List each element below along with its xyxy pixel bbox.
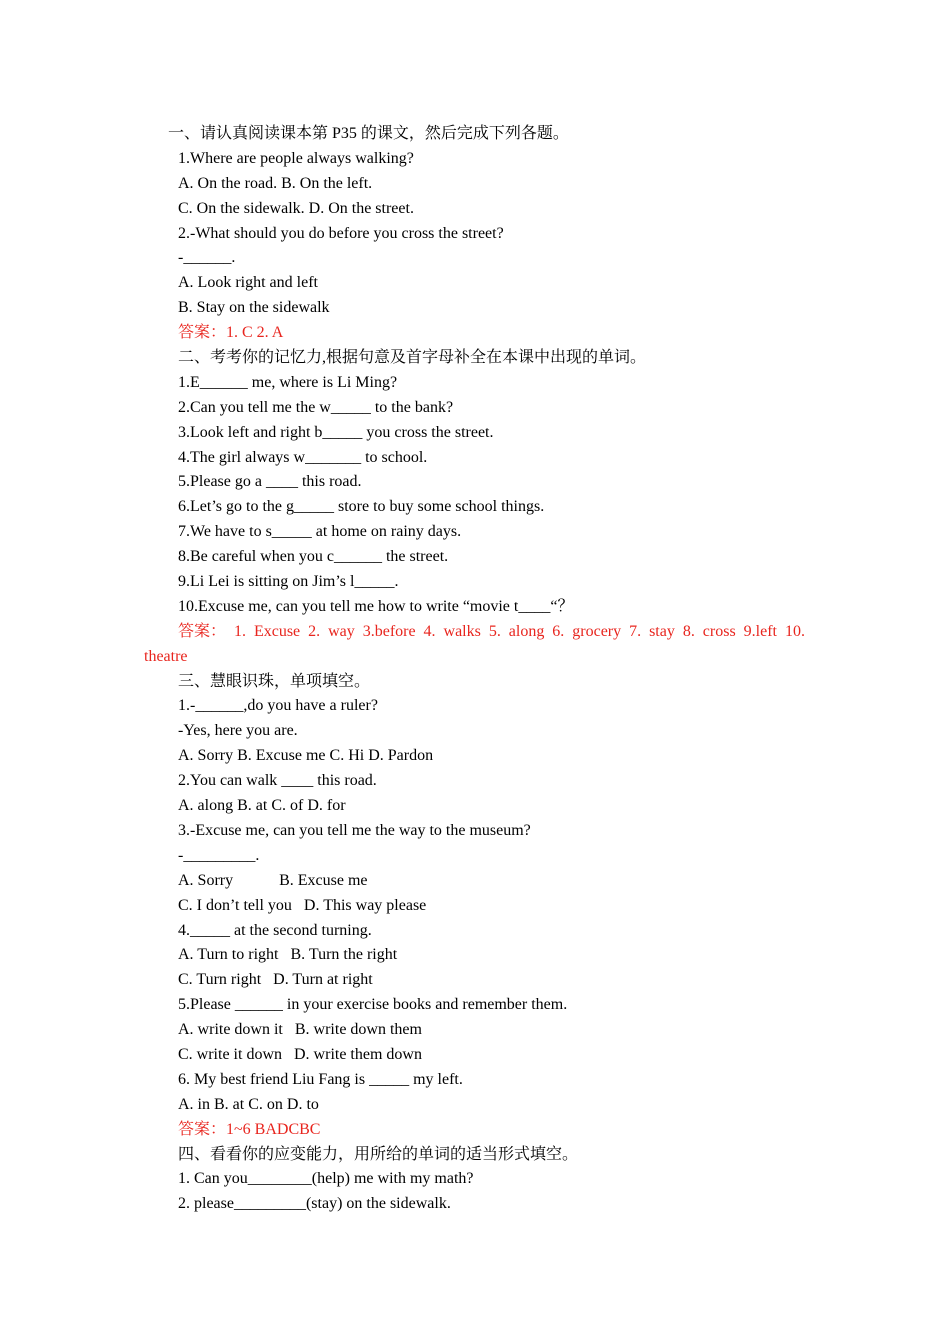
s2-answer-part: 2. <box>308 622 321 640</box>
option: B. write down them <box>294 1021 422 1039</box>
s2-answer-part: 6. <box>552 622 565 640</box>
section-1-heading: 一、请认真阅读课本第 P35 的课文，然后完成下列各题。 <box>168 125 569 142</box>
s2-line-7: 7.We have to s_____ at home on rainy days. <box>178 523 462 541</box>
option: B. Excuse me <box>279 871 368 889</box>
s2-answer-part: walks <box>443 622 481 640</box>
s3-line-8: 4._____ at the second turning. <box>178 921 372 939</box>
s2-answer-part: Excuse <box>253 622 301 640</box>
s4-line-1: 1. Can you________(help) me with my math? <box>178 1170 474 1188</box>
s3-line-7: -_________. <box>178 846 260 864</box>
s2-answer-part: 7. <box>629 622 642 640</box>
s2-answer-part: stay <box>649 622 675 640</box>
s2-answer-part: way <box>328 622 355 640</box>
worksheet-page <box>0 122 950 1217</box>
s2-answer-part: 答案： <box>178 622 227 640</box>
s3-line-6: 3.-Excuse me, can you tell me the way to the museum? <box>178 821 531 839</box>
option: C. Turn right <box>178 971 262 989</box>
option: A. Sorry <box>178 871 234 889</box>
option: A. write down it <box>178 1021 283 1039</box>
s1-line-4: 2.-What should you do before you cross the street? <box>178 224 504 242</box>
s1-line-1: 1.Where are people always walking? <box>178 149 414 167</box>
s1-line-2: A. On the road. B. On the left. <box>178 174 373 192</box>
section-3-heading: 三、慧眼识珠，单项填空。 <box>178 672 371 690</box>
s3-line-4: 2.You can walk ____ this road. <box>178 772 377 790</box>
s4-line-2: 2. please_________(stay) on the sidewalk. <box>178 1195 451 1213</box>
s2-line-4: 4.The girl always w_______ to school. <box>178 448 428 466</box>
s2-answer-part: along <box>508 622 545 640</box>
option: C. write it down <box>178 1045 282 1063</box>
s2-answer-part: 1. <box>233 622 246 640</box>
option: A. Turn to right <box>178 946 279 964</box>
s2-answer-part: 8. <box>682 622 695 640</box>
s3-q4-options-row2 <box>0 968 950 993</box>
s2-answer-part: cross <box>702 622 736 640</box>
s2-line-2: 2.Can you tell me the w_____ to the bank? <box>178 398 454 416</box>
s2-answer-part: 9.left <box>743 622 777 640</box>
option: B. Turn the right <box>290 946 398 964</box>
s3-line-10: 6. My best friend Liu Fang is _____ my left. <box>178 1070 463 1088</box>
s2-line-5: 5.Please go a ____ this road. <box>178 473 362 491</box>
s2-line-9: 9.Li Lei is sitting on Jim’s l_____. <box>178 573 399 591</box>
s2-line-1: 1.E______ me, where is Li Ming? <box>178 373 398 391</box>
s1-answer: 答案：1. C 2. A <box>178 324 284 342</box>
s1-line-3: C. On the sidewalk. D. On the street. <box>178 199 414 217</box>
s1-line-7: B. Stay on the sidewalk <box>178 299 330 317</box>
option: D. This way please <box>303 896 427 914</box>
s3-q3-options-row1 <box>0 869 950 894</box>
s2-line-10: 10.Excuse me, can you tell me how to write “movie t____“？ <box>178 597 574 615</box>
s3-line-3: A. Sorry B. Excuse me C. Hi D. Pardon <box>178 747 434 765</box>
s2-answer <box>0 620 950 645</box>
s2-answer-part: grocery <box>572 622 622 640</box>
option: D. Turn at right <box>273 971 373 989</box>
s3-q4-options-row1 <box>0 943 950 968</box>
s2-answer-part: 5. <box>488 622 501 640</box>
s3-q5-options-row2 <box>0 1043 950 1068</box>
s3-line-2: -Yes, here you are. <box>178 722 298 740</box>
s1-line-6: A. Look right and left <box>178 274 318 292</box>
s3-q3-options-row2 <box>0 894 950 919</box>
s3-q5-options-row1 <box>0 1018 950 1043</box>
s2-line-3: 3.Look left and right b_____ you cross the street. <box>178 423 494 441</box>
s2-answer-part: 3.before <box>362 622 416 640</box>
section-2-heading: 二、考考你的记忆力,根据句意及首字母补全在本课中出现的单词。 <box>178 349 647 367</box>
s1-line-5: -______. <box>178 249 236 267</box>
s3-answer: 答案：1~6 BADCBC <box>178 1120 321 1138</box>
s3-line-11: A. in B. at C. on D. to <box>178 1095 319 1113</box>
section-4-heading: 四、看看你的应变能力，用所给的单词的适当形式填空。 <box>178 1145 579 1163</box>
s2-line-8: 8.Be careful when you c______ the street. <box>178 548 449 566</box>
s2-line-6: 6.Let’s go to the g_____ store to buy some school things. <box>178 498 545 516</box>
s2-answer-part: 10. <box>784 622 805 640</box>
option: D. write them down <box>294 1045 422 1063</box>
s3-line-9: 5.Please ______ in your exercise books and remember them. <box>178 996 568 1014</box>
option: C. I don’t tell you <box>178 896 292 914</box>
s3-line-1: 1.-______,do you have a ruler? <box>178 697 378 715</box>
s3-line-5: A. along B. at C. of D. for <box>178 797 346 815</box>
s2-answer-continued: theatre <box>144 647 188 665</box>
s2-answer-part: 4. <box>423 622 436 640</box>
